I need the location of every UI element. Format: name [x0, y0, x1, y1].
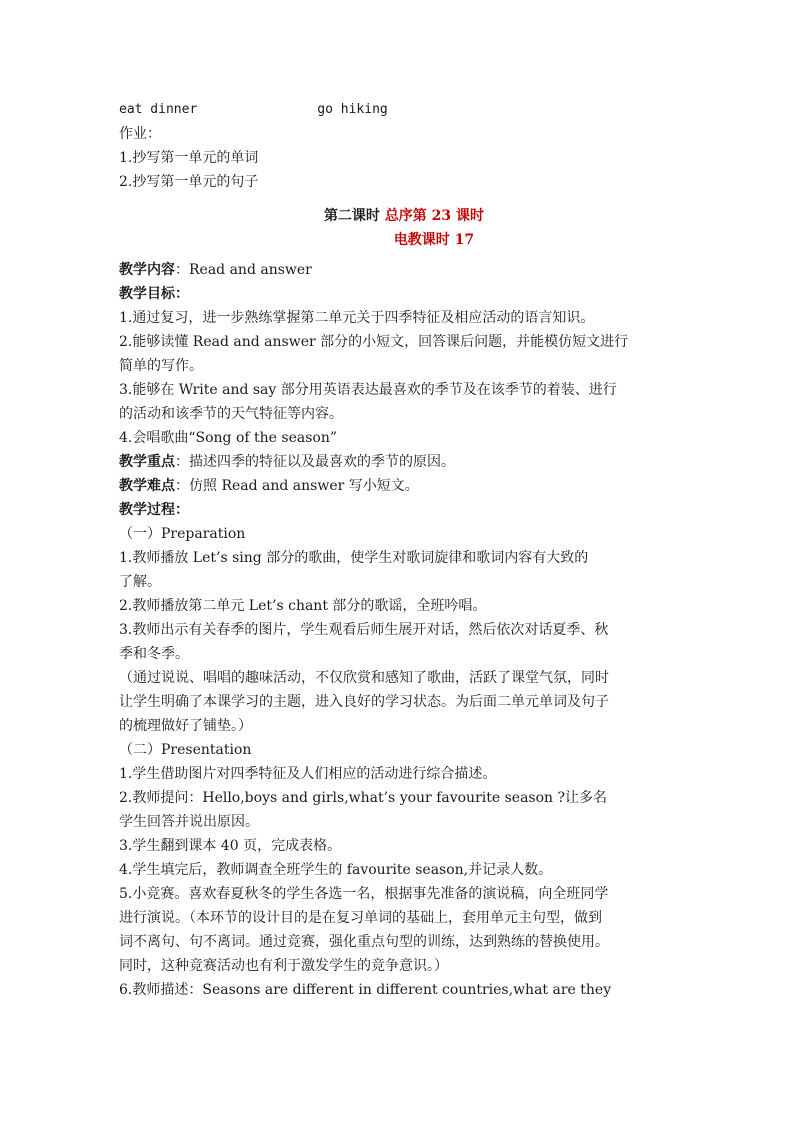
- presentation-step: 4.学生填完后，教师调查全班学生的 favourite season,并记录人数。: [119, 862, 553, 878]
- teaching-content: [119, 258, 689, 282]
- lesson-title-main: 第二课时: [323, 208, 385, 224]
- lesson-title-total: 总序第 23 课时: [384, 208, 485, 224]
- key-points: [119, 450, 689, 474]
- lesson-subtitle: 电教课时 17: [393, 232, 475, 248]
- difficult-points: [119, 474, 689, 498]
- teaching-content-label: 教学内容: [119, 262, 175, 278]
- difficult-points-label: 教学难点: [119, 478, 175, 494]
- homework-label: 作业：: [119, 126, 161, 142]
- presentation-heading: （二）Presentation: [119, 742, 252, 758]
- presentation-step: 进行演说。（本环节的设计目的是在复习单词的基础上，套用单元主句型，做到: [119, 910, 602, 926]
- homework-item: 2.抄写第一单元的句子: [119, 174, 259, 190]
- presentation-step: 同时，这种竞赛活动也有利于激发学生的竞争意识。）: [119, 958, 448, 974]
- preparation-note: （通过说说、唱唱的趣味活动，不仅欣赏和感知了歌曲，活跃了课堂气氛，同时: [119, 670, 609, 686]
- presentation-step: 1.学生借助图片对四季特征及人们相应的活动进行综合描述。: [119, 766, 497, 782]
- presentation-step: 词不离句、句不离词。通过竞赛，强化重点句型的训练，达到熟练的替换使用。: [119, 934, 609, 950]
- preparation-note: 的梳理做好了铺垫。）: [119, 718, 252, 734]
- process-heading: 教学过程：: [119, 502, 189, 518]
- preparation-step: 1.教师播放 Let’s sing 部分的歌曲，使学生对歌词旋律和歌词内容有大致的: [119, 550, 589, 566]
- phrase-row: [119, 98, 689, 122]
- preparation-step: 了解。: [119, 574, 161, 590]
- objective-item: 的活动和该季节的天气特征等内容。: [119, 406, 343, 422]
- objective-item: 1.通过复习，进一步熟练掌握第二单元关于四季特征及相应活动的语言知识。: [119, 310, 595, 326]
- presentation-step: 学生回答并说出原因。: [119, 814, 259, 830]
- presentation-step: 5.小竞赛。喜欢春夏秋冬的学生各选一名，根据事先准备的演说稿，向全班同学: [119, 886, 609, 902]
- objective-item: 简单的写作。: [119, 358, 203, 374]
- preparation-note: 让学生明确了本课学习的主题，进入良好的学习状态。为后面二单元单词及句子: [119, 694, 609, 710]
- presentation-step: 3.学生翻到课本 40 页，完成表格。: [119, 838, 342, 854]
- phrase-go-hiking: go hiking: [317, 102, 388, 117]
- presentation-step: 6.教师描述：Seasons are different in different countries,what are they: [119, 982, 612, 998]
- preparation-step: 季和冬季。: [119, 646, 189, 662]
- preparation-step: 3.教师出示有关春季的图片，学生观看后师生展开对话，然后依次对话夏季、秋: [119, 622, 609, 638]
- key-points-value: ：描述四季的特征以及最喜欢的季节的原因。: [175, 454, 455, 470]
- document-page: [119, 98, 689, 1002]
- lesson-title: [119, 204, 689, 228]
- objective-item: 2.能够读懂 Read and answer 部分的小短文，回答课后问题，并能模仿短文进行: [119, 334, 629, 350]
- objectives-heading: 教学目标：: [119, 286, 189, 302]
- preparation-step: 2.教师播放第二单元 Let’s chant 部分的歌谣，全班吟唱。: [119, 598, 487, 614]
- presentation-step: 2.教师提问：Hello,boys and girls,what’s your favourite season ?让多名: [119, 790, 608, 806]
- preparation-heading: （一）Preparation: [119, 526, 246, 542]
- objective-item: 3.能够在 Write and say 部分用英语表达最喜欢的季节及在该季节的着装、进行: [119, 382, 617, 398]
- homework-item: 1.抄写第一单元的单词: [119, 150, 259, 166]
- difficult-points-value: ：仿照 Read and answer 写小短文。: [175, 478, 419, 494]
- teaching-content-value: ：Read and answer: [175, 262, 312, 278]
- objective-item: 4.会唱歌曲“Song of the season”: [119, 430, 338, 446]
- phrase-eat-dinner: eat dinner: [119, 102, 198, 117]
- key-points-label: 教学重点: [119, 454, 175, 470]
